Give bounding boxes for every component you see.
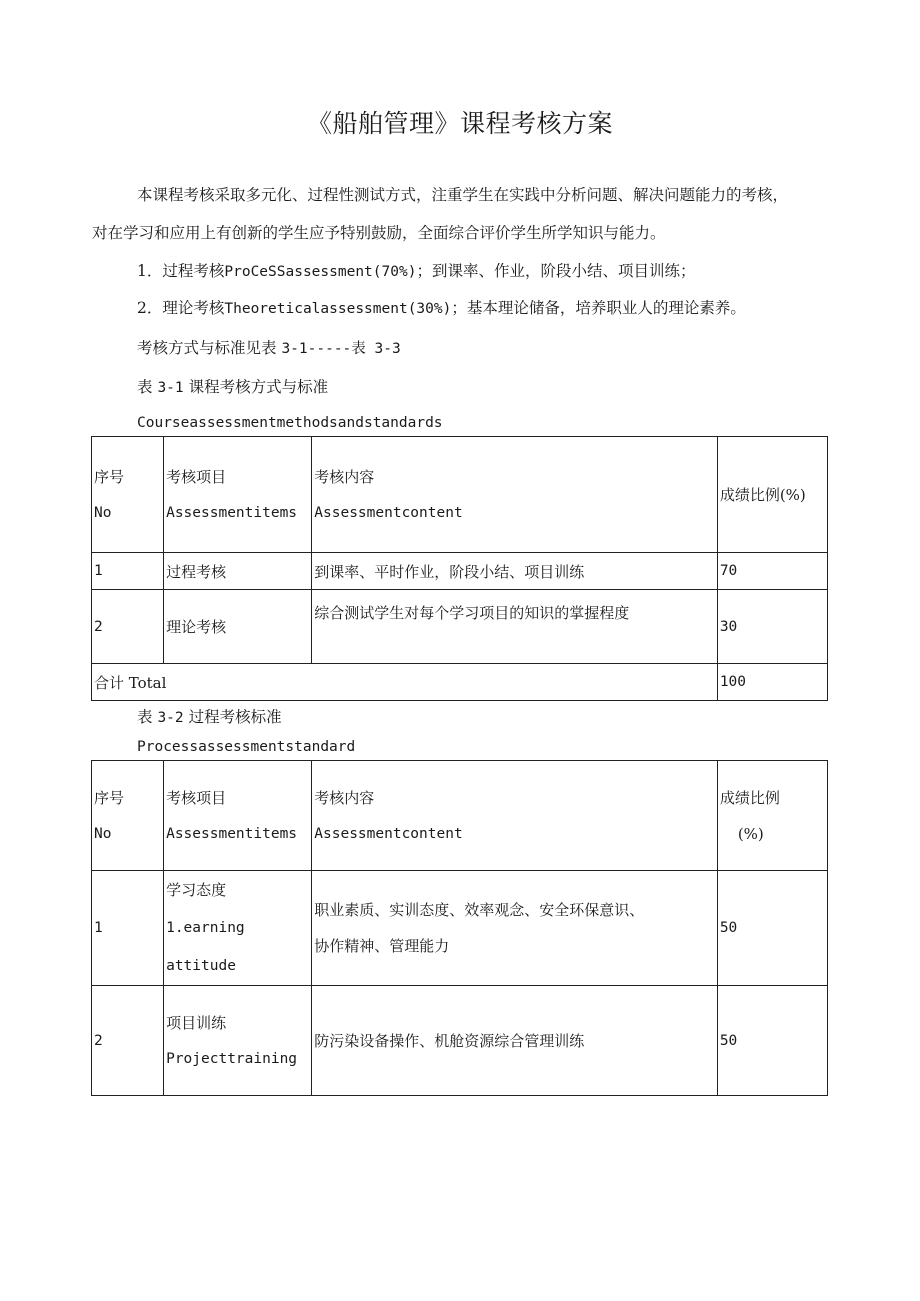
row-ratio: 70 [717,553,827,590]
row-content [312,871,718,986]
table1-caption-english: Courseassessmentmethodsandstandards [137,415,443,431]
row-content: 综合测试学生对每个学习项目的知识的掌握程度 [312,590,718,664]
table-row [92,871,828,986]
header-content-cn: 考核内容 [314,788,375,807]
table-reference [137,336,401,358]
item1-rest: ；到课率、作业，阶段小结、项目训练； [416,262,696,280]
table-row [92,590,828,664]
header-ratio-pct: (%) [737,824,764,843]
row-item-cn: 学习态度 [166,881,227,899]
item2-english: Theoreticalassessment(30%) [224,301,452,317]
intro-line-2: 对在学习和应用上有创新的学生应予特别鼓励，全面综合评价学生所学知识与能力。 [92,224,666,242]
page-title: 《船舶管理》课程考核方案 [306,109,613,138]
header-content-en: Assessmentcontent [314,825,463,842]
table1-header-no [92,437,164,553]
table2-header-ratio [717,761,827,871]
table1-header-item [164,437,312,553]
row-content: 到课率、平时作业，阶段小结、项目训练 [312,553,718,590]
header-no-en: No [94,825,112,842]
row-item-en2: attitude [166,958,236,974]
row-item: 过程考核 [164,553,312,590]
row-no: 2 [92,986,164,1096]
ref-range: 3-1-----表 3-3 [281,341,401,357]
row-ratio: 30 [717,590,827,664]
table2-header-row [92,761,828,871]
row-content: 防污染设备操作、机舱资源综合管理训练 [312,986,718,1096]
item2-prefix: 2．理论考核 [137,299,225,317]
row-item-en1: 1.earning [166,920,245,936]
row-item [164,986,312,1096]
table1-header-row [92,437,828,553]
row-no: 1 [92,553,164,590]
table1-caption-prefix: 表 [137,378,153,396]
item2-rest: ；基本理论储备，培养职业人的理论素养。 [451,299,746,317]
item1-prefix: 1．过程考核 [137,262,225,280]
header-item-cn: 考核项目 [166,788,227,807]
table2-caption-text: 过程考核标准 [188,708,282,726]
table1-caption-text: 课程考核方式与标准 [188,378,329,396]
header-no-cn: 序号 [94,467,125,486]
table1-header-ratio: 成绩比例(%) [717,437,827,553]
row-item-en1: Projecttraining [166,1050,298,1067]
table2-header-no [92,761,164,871]
header-item-en: Assessmentitems [166,825,298,842]
header-item-en: Assessmentitems [166,504,298,521]
table1-header-content [312,437,718,553]
row-content-line1: 职业素质、实训态度、效率观念、安全环保意识、 [314,901,645,919]
header-no-cn: 序号 [94,788,125,807]
row-ratio: 50 [717,986,827,1096]
header-content-en: Assessmentcontent [314,504,463,521]
row-item [164,871,312,986]
header-item-cn: 考核项目 [166,467,227,486]
header-ratio-cn: 成绩比例 [719,788,780,807]
table2-caption-num: 3-2 [157,710,184,726]
intro-line-1: 本课程考核采取多元化、过程性测试方式，注重学生在实践中分析问题、解决问题能力的考核， [137,186,789,204]
table2-header-item [164,761,312,871]
row-item-cn: 项目训练 [166,1013,227,1032]
table2-caption-prefix: 表 [137,708,153,726]
table2-caption-english: Processassessmentstandard [137,739,356,755]
table-row [92,553,828,590]
item1-english: ProCeSSassessment(70%) [224,264,417,280]
header-content-cn: 考核内容 [314,467,375,486]
row-item: 理论考核 [164,590,312,664]
table1-total-row [92,664,828,701]
assessment-item-1 [137,259,695,281]
header-no-en: No [94,504,112,521]
ref-prefix: 考核方式与标准见表 [137,339,277,357]
table2-header-content [312,761,718,871]
table2-caption [137,705,282,727]
assessment-item-2 [137,296,746,318]
table1-caption-num: 3-1 [157,380,184,396]
total-label: 合计 Total [92,664,718,701]
table2-process-assessment [91,760,828,1096]
row-ratio: 50 [717,871,827,986]
total-value: 100 [717,664,827,701]
row-no: 1 [92,871,164,986]
table-row [92,986,828,1096]
table1-course-assessment [91,436,828,701]
table1-caption [137,375,328,397]
row-content-line2: 协作精神、管理能力 [314,937,450,955]
row-no: 2 [92,590,164,664]
